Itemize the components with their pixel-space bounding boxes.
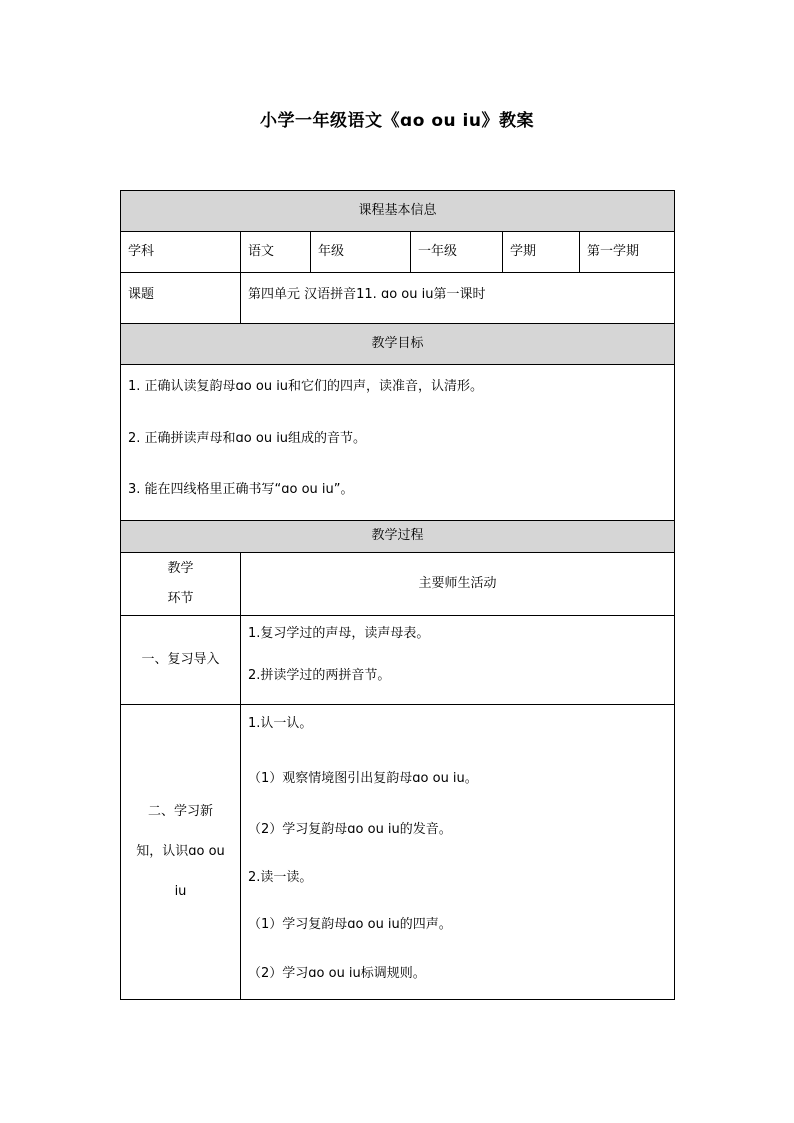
- stage-review-activities: [241, 616, 675, 705]
- stage-header-line: 教学: [167, 561, 194, 576]
- goal-item: 1. 正确认读复韵母ɑo ou iu和它们的四声，读准音，认清形。: [128, 379, 484, 394]
- stage-header-line: 环节: [167, 591, 194, 606]
- activity-item: 1.复习学过的声母，读声母表。: [248, 626, 430, 641]
- activity-item: 2.拼读学过的两拼音节。: [248, 668, 391, 683]
- term-label: 学期: [503, 232, 580, 273]
- activity-item: （1）学习复韵母ɑo ou iu的四声。: [248, 917, 452, 932]
- subject-label: 学科: [121, 232, 241, 273]
- goal-item: 2. 正确拼读声母和ɑo ou iu组成的音节。: [128, 431, 367, 446]
- stage-new-knowledge-activities: [241, 705, 675, 1000]
- activity-item: （2）学习ɑo ou iu标调规则。: [248, 966, 426, 981]
- section-goals: 教学目标: [121, 324, 675, 365]
- activity-item: （1）观察情境图引出复韵母ɑo ou iu。: [248, 771, 478, 786]
- stage-text-line: iu: [174, 884, 187, 899]
- goals-cell: [121, 365, 675, 521]
- section-basic-info: 课程基本信息: [121, 191, 675, 232]
- stage-text-line: 二、学习新: [147, 804, 213, 819]
- activity-item: 2.读一读。: [248, 870, 313, 885]
- document-title: 小学一年级语文《ɑo ou iu》教案: [260, 111, 534, 131]
- activity-header: 主要师生活动: [241, 553, 675, 616]
- goal-item: 3. 能在四线格里正确书写“ɑo ou iu”。: [128, 482, 354, 497]
- grade-label: 年级: [311, 232, 411, 273]
- activity-item: 1.认一认。: [248, 716, 313, 731]
- stage-text-line: 知，认识ɑo ou: [136, 844, 225, 859]
- lesson-plan-table: [120, 190, 675, 1000]
- section-process: 教学过程: [121, 521, 675, 553]
- topic-label: 课题: [121, 273, 241, 324]
- term-value: 第一学期: [580, 232, 675, 273]
- topic-value: 第四单元 汉语拼音11. ɑo ou iu第一课时: [241, 273, 675, 324]
- stage-review: 一、复习导入: [121, 616, 241, 705]
- grade-value: 一年级: [411, 232, 503, 273]
- stage-new-knowledge: [121, 705, 241, 1000]
- activity-item: （2）学习复韵母ɑo ou iu的发音。: [248, 822, 452, 837]
- subject-value: 语文: [241, 232, 311, 273]
- stage-header: [121, 553, 241, 616]
